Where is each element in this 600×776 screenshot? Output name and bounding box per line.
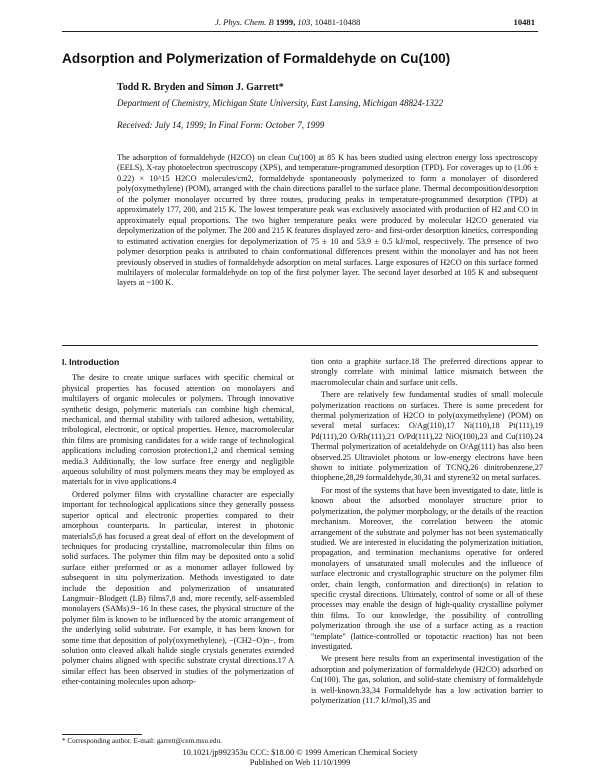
- journal-name: J. Phys. Chem. B: [215, 17, 274, 27]
- left-column: [62, 357, 294, 688]
- page-number: 10481: [513, 17, 535, 27]
- running-header: [215, 17, 535, 27]
- paragraph: For most of the systems that have been investigated to date, little is known about the adsorbed monolayer structure prior to polymerization, the polymer morphology, or the details of the reaction mechanism. Moreover, the correlation between the atomic arrangement of the substrate and polymer has not been systematically studied. We are interested in elucidating the polymerization initiation, propagation, and termination mechanisms operative for ordered monolayers of unsaturated small molecules and the influence of surface electronic and crystallographic structure on the polymer film order, chain length, conformation and direction(s) in relation to specific crystal directions. Ultimately, control of some or all of these processes may enable the design of high-quality crystalline polymer thin films. To our knowledge, the possibility of controlling polymerization through the use of a surface acting as a reaction "template" (lattice-controlled or topotactic reaction) has not been investigated.: [311, 485, 543, 651]
- article-authors: Todd R. Bryden and Simon J. Garrett*: [117, 82, 284, 93]
- paragraph: tion onto a graphite surface.18 The preferred directions appear to strongly correlate with minimal lattice mismatch between the macromolecular chain and surface unit cells.: [311, 357, 543, 387]
- journal-year: 1999,: [275, 17, 296, 27]
- doi-line: 10.1021/jp992353u CCC: $18.00 © 1999 American Chemical Society: [182, 748, 418, 757]
- paragraph: Ordered polymer films with crystalline character are especially important for technological applications since they generally possess superior optical and electronic properties compared to their amorphous counterparts. In particular, interest in photonic materials5,6 has focused a great deal of effort on the development of techniques for producing crystalline, macromolecular thin films on solid surfaces. The polymer thin film may be deposited onto a solid surface either preformed or as a monomer adlayer followed by subsequent in situ polymerization. Methods investigated to date include the deposition and polymerization of unsaturated Langmuir−Blodgett (LB) films7,8 and, more recently, self-assembled monolayers (SAMs).9−16 In these cases, the physical structure of the polymer film is known to be influenced by the atomic arrangement of the underlying solid substrate. For example, it has been known for some time that deposition of poly(oxymethylene), −(CH2−O)n−, from solution onto cleaved alkali halide single crystals generates extended polymer chains aligned with specific substrate crystal directions.17 A similar effect has been observed in studies of the polymerization of ether-containing molecules upon adsorp-: [62, 489, 294, 687]
- abstract: The adsorption of formaldehyde (H2CO) on clean Cu(100) at 85 K has been studied using electron energy loss spectroscopy (EELS), X-ray photoelectron spectroscopy (XPS), and temperature-programmed desorption (TPD). For coverages up to (1.06 ± 0.22) × 10^15 H2CO molecules/cm2, formaldehyde spontaneously polymerized to form a monolayer of disordered poly(oxymethylene) (POM), arranged with the chain directions parallel to the surface plane. Thermal decomposition/desorption of the polymer monolayer occurred by three routes, producing peaks in temperature-programmed desorption (TPD) at approximately 177, 200, and 215 K. The lowest temperature peak was exclusively associated with production of H2 and CO in approximately equal proportions. The two higher temperature peaks were produced by molecular H2CO generated via depolymerization of the polymer. The 200 and 215 K features displayed zero- and first-order desorption kinetics, corresponding to estimated activation energies for depolymerization of 75 ± 10 and 53.9 ± 0.5 kJ/mol, respectively. The presence of two polymer desorption peaks is attributed to chain conformational differences present within the monolayer and has not been previously observed in studies of formaldehyde adsorption on metal surfaces. Large exposures of H2CO on this surface formed multilayers of molecular formaldehyde on top of the first polymer layer. The second layer desorbed at 105 K and subsequent layers at ~100 K.: [117, 153, 538, 288]
- article-dates: Received: July 14, 1999; In Final Form: October 7, 1999: [117, 120, 325, 130]
- article-affiliation: Department of Chemistry, Michigan State University, East Lansing, Michigan 48824-1322: [117, 98, 443, 108]
- page-footer: [0, 748, 600, 768]
- header-rule: [62, 31, 538, 32]
- section-heading: I. Introduction: [62, 357, 120, 367]
- journal-volume: 103,: [297, 17, 313, 27]
- abstract-rule: [62, 345, 538, 346]
- published-line: Published on Web 11/10/1999: [249, 758, 351, 767]
- right-column: [311, 357, 543, 706]
- paragraph: The desire to create unique surfaces with specific chemical or physical properties has focused attention on monolayers and multilayers of organic molecules or polymers. Through innovative synthetic design, polymeric materials can combine high chemical, mechanical, and thermal stability with tailored adhesion, wettability, tribological, electronic, or optical properties. Hence, macromolecular thin films are promising candidates for a wide range of technological applications including corrosion protection1,2 and chemical sensing media.3 Additionally, the low surface free energy and negligible aqueous solubility of most polymers means they may be employed as materials for in vivo applications.4: [62, 373, 294, 487]
- paragraph: There are relatively few fundamental studies of small molecule polymerization reactions on surfaces. There is some precedent for thermal polymerization of H2CO to poly(oxymethylene) (POM) on several metal surfaces: O/Ag(110),17 Ni(110),18 Pt(111),19 Pd(111),20 O/Rh(111),21 O/Pd(111),22 NiO(100),23 and Cu(110).24 Thermal polymerization of acetaldehyde on O/Ag(111) has also been observed.25 Ultraviolet photons or low-energy electrons have been shown to initiate polymerization of TCNQ,26 dinitrobenzene,27 thiophene,28,29 formaldehyde,30,31 and styrene32 on metal surfaces.: [311, 390, 543, 483]
- article-title: Adsorption and Polymerization of Formaldehyde on Cu(100): [62, 51, 451, 66]
- paragraph: We present here results from an experimental investigation of the adsorption and polymerization of formaldehyde (H2CO) adsorbed on Cu(100). The gas, solution, and solid-state chemistry of formaldehyde is well-known.33,34 Formaldehyde has a low activation barrier to polymerization (11.7 kJ/mol),35 and: [311, 654, 543, 705]
- footnote: * Corresponding author. E-mail: garrett@cem.msu.edu.: [62, 737, 222, 745]
- page-range: 10481-10488: [314, 17, 361, 27]
- footnote-rule: [62, 734, 142, 735]
